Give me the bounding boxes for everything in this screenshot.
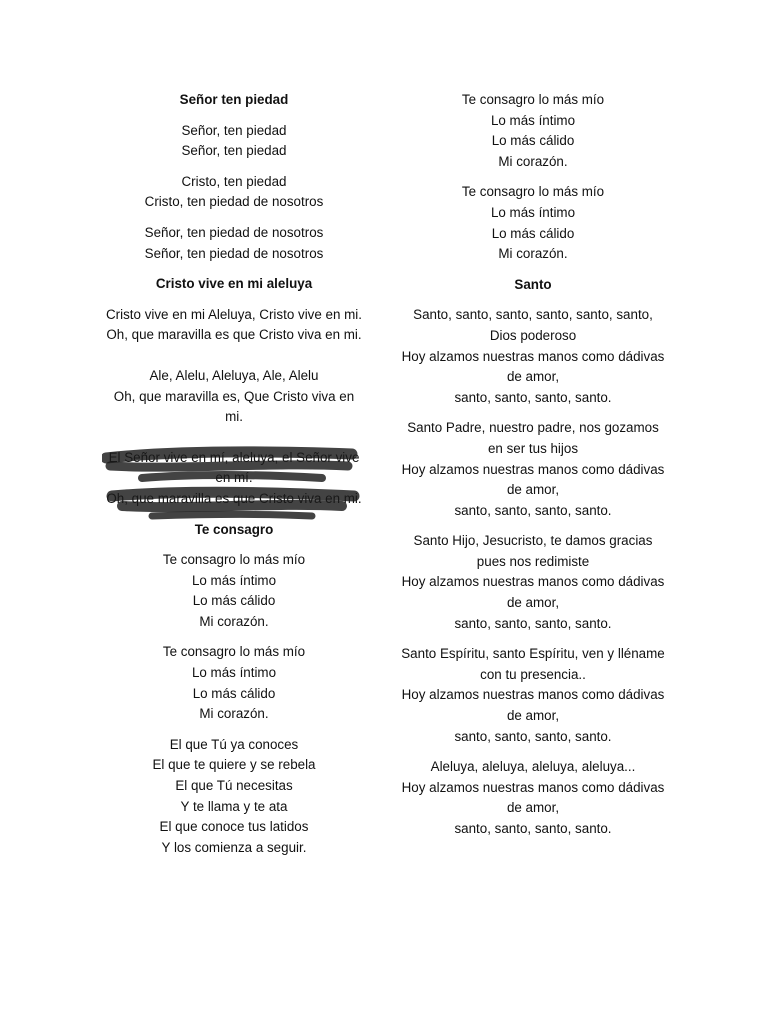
lyric-line: Lo más íntimo (490, 112, 576, 128)
stanza (400, 90, 666, 172)
section-te-consagro-continued (400, 90, 666, 265)
stanza (400, 531, 666, 634)
lyric-line: Lo más cálido (491, 225, 575, 241)
lyric-line: Lo más íntimo (490, 204, 576, 220)
stanza (400, 757, 666, 839)
right-column (400, 90, 666, 850)
lyric-line: Cristo, ten piedad (181, 173, 287, 189)
section-title: Cristo vive en mi aleluya (155, 276, 313, 292)
lyric-line: Señor, ten piedad (181, 143, 287, 159)
stanza (106, 642, 362, 724)
section-title: Santo (514, 276, 552, 292)
lyric-line: Te consagro lo más mío (461, 184, 605, 200)
left-column (106, 90, 362, 868)
stanza (400, 182, 666, 264)
lyric-line: Santo Hijo, Jesucristo, te damos gracias pues nos redimiste (413, 533, 653, 569)
stanza (400, 305, 666, 408)
lyric-line: Lo más cálido (192, 685, 276, 701)
stanza (106, 735, 362, 859)
lyric-line: Y los comienza a seguir. (161, 839, 307, 855)
stanza (106, 366, 362, 428)
lyric-line: Señor, ten piedad de nosotros (144, 245, 324, 261)
lyric-line: Lo más cálido (491, 133, 575, 149)
lyric-line: santo, santo, santo, santo. (454, 502, 612, 518)
lyric-line: Te consagro lo más mío (461, 92, 605, 107)
stanza (400, 418, 666, 521)
lyric-line: Hoy alzamos nuestras manos como dádivas de amor, (401, 687, 665, 724)
lyric-line: Señor, ten piedad de nosotros (144, 224, 324, 240)
section-title: Señor ten piedad (179, 92, 289, 107)
lyric-line: Hoy alzamos nuestras manos como dádivas de amor, (401, 348, 665, 385)
lyric-line: Oh, que maravilla es, Que Cristo viva en mi. (113, 388, 355, 425)
stanza (106, 305, 362, 346)
lyric-line: Lo más íntimo (191, 665, 277, 681)
lyric-line: Señor, ten piedad (181, 122, 287, 138)
lyric-line: Santo Espíritu, santo Espíritu, ven y lléname con tu presencia.. (401, 646, 665, 682)
lyric-line: Oh, que maravilla es que Cristo viva en mi. (106, 490, 362, 506)
section-santo (400, 275, 666, 840)
lyric-line: Mi corazón. (498, 153, 568, 169)
lyric-line: Santo Padre, nuestro padre, nos gozamos en ser tus hijos (407, 420, 659, 456)
lyric-line: Lo más íntimo (191, 572, 277, 588)
lyric-line: Cristo vive en mi Aleluya, Cristo vive en mi. (106, 306, 362, 322)
lyric-line: Cristo, ten piedad de nosotros (144, 194, 324, 210)
lyric-line: santo, santo, santo, santo. (454, 389, 612, 405)
section-senor-ten-piedad (106, 90, 362, 264)
lyric-line: El Señor vive en mí, aleluya, el Señor vive en mí. (108, 449, 360, 486)
lyric-line: El que conoce tus latidos (159, 819, 309, 835)
lyric-line: santo, santo, santo, santo. (454, 615, 612, 631)
lyric-line: Ale, Alelu, Aleluya, Ale, Alelu (149, 367, 319, 383)
lyric-line: Santo, santo, santo, santo, santo, santo, Dios poderoso (413, 307, 653, 343)
lyric-line: Lo más cálido (192, 593, 276, 609)
stanza (106, 121, 362, 162)
section-cristo-vive (106, 274, 362, 509)
section-title: Te consagro (194, 521, 274, 537)
lyric-line: Mi corazón. (199, 613, 269, 629)
lyric-line: Aleluya, aleluya, aleluya, aleluya... (430, 759, 636, 775)
lyric-line: Mi corazón. (199, 706, 269, 722)
redacted-stanza (106, 448, 362, 510)
stanza (400, 644, 666, 747)
lyric-line: El que Tú necesitas (175, 778, 293, 794)
lyric-line: Y te llama y te ata (180, 798, 288, 814)
stanza (106, 223, 362, 264)
stanza (106, 172, 362, 213)
lyric-line: Hoy alzamos nuestras manos como dádivas de amor, (401, 461, 665, 498)
lyric-line: El que te quiere y se rebela (152, 757, 316, 773)
lyric-line: Oh, que maravilla es que Cristo viva en mi. (106, 327, 362, 343)
lyric-line: Hoy alzamos nuestras manos como dádivas de amor, (401, 574, 665, 611)
section-te-consagro (106, 520, 362, 859)
lyric-line: Te consagro lo más mío (162, 644, 306, 660)
lyric-line: santo, santo, santo, santo. (454, 821, 612, 836)
lyric-line: Hoy alzamos nuestras manos como dádivas de amor, (401, 779, 665, 816)
lyric-line: santo, santo, santo, santo. (454, 728, 612, 744)
lyric-line: Mi corazón. (498, 246, 568, 262)
stanza (106, 550, 362, 632)
lyric-line: El que Tú ya conoces (169, 736, 299, 752)
lyric-line: Te consagro lo más mío (162, 552, 306, 568)
